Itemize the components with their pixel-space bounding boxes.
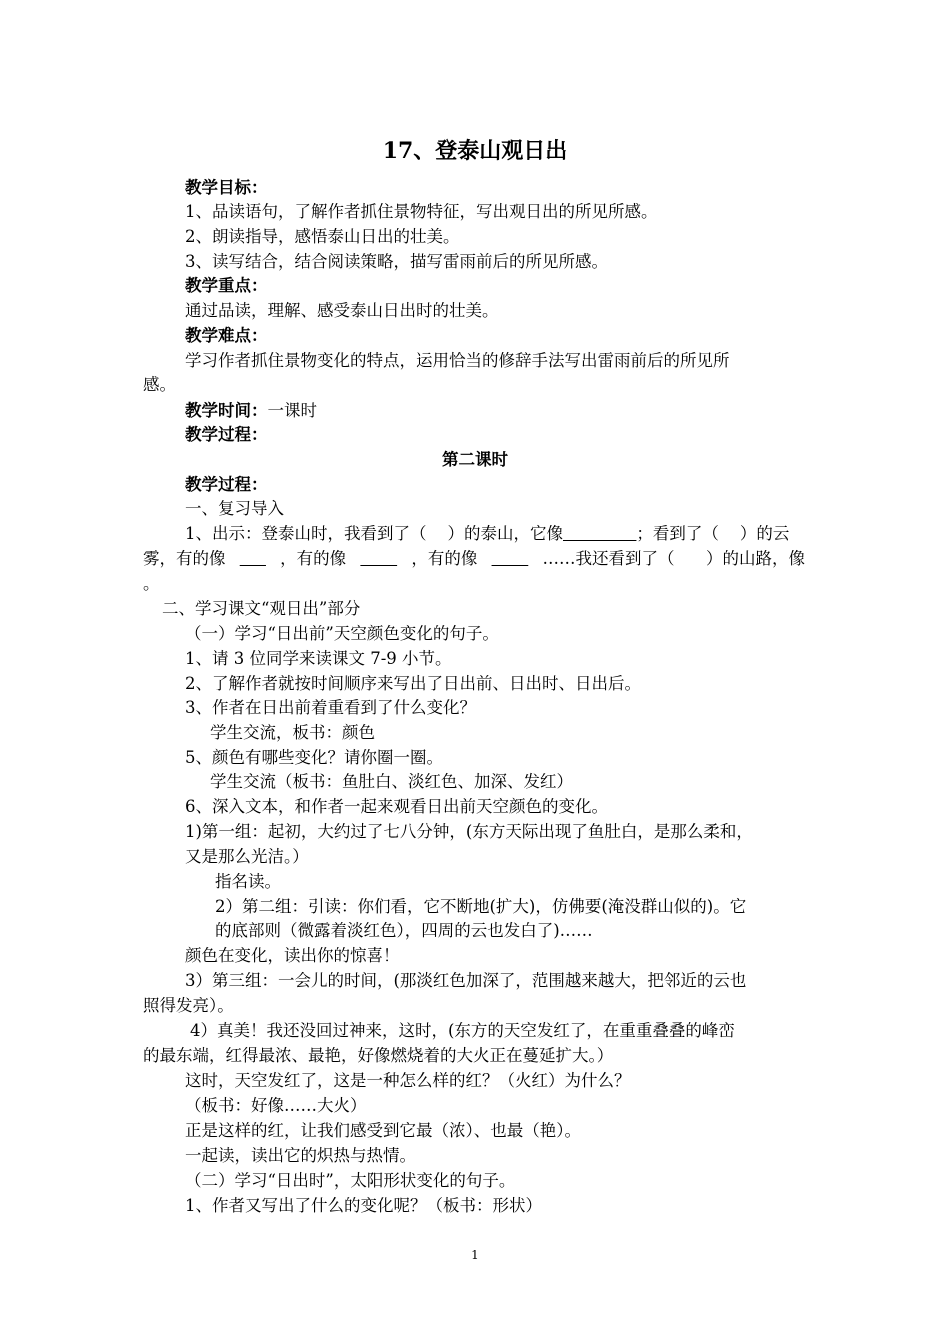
fill-blank	[563, 524, 636, 543]
group-two-note: 颜色在变化，读出你的惊喜！	[185, 946, 400, 965]
time-label: 教学时间：	[185, 401, 268, 420]
group-four-cont: 的最东端，红得最浓、最艳，好像燃烧着的大火正在蔓延扩大。）	[143, 1046, 614, 1065]
fill-blank	[492, 548, 529, 570]
page-title: 17、登泰山观日出	[382, 138, 568, 164]
group-two-cont: 的底部则（微露着淡红色），四周的云也发白了)……	[215, 921, 593, 940]
section-review: 一、复习导入	[185, 499, 284, 518]
group-one: 1)第一组：起初，大约过了七八分钟，(东方天际出现了鱼肚白，是那么柔和，	[185, 822, 753, 841]
process-heading: 教学过程：	[185, 425, 268, 444]
step: 5、颜色有哪些变化？请你圈一圈。	[185, 748, 443, 767]
group-three: 3）第三组：一会儿的时间，(那淡红色加深了，范围越来越大，把邻近的云也	[185, 971, 747, 990]
group-four: 4）真美！我还没回过神来，这时，(东方的天空发红了，在重重叠叠的峰峦	[190, 1021, 735, 1040]
fill-blank	[360, 548, 397, 570]
step: 1、请 3 位同学来读课文 7-9 小节。	[185, 649, 452, 668]
fill-blank	[240, 548, 266, 570]
difficult-heading: 教学难点：	[185, 326, 268, 345]
step: 3、作者在日出前着重看到了什么变化？	[185, 698, 476, 717]
lesson-heading: 第二课时	[442, 450, 508, 469]
red-feeling: 正是这样的红，让我们感受到它最（浓）、也最（艳）。	[185, 1121, 581, 1140]
step: 2、了解作者就按时间顺序来写出了日出前、日出时、日出后。	[185, 674, 641, 693]
difficult-text: 学习作者抓住景物变化的特点，运用恰当的修辞手法写出雷雨前后的所见所	[185, 351, 730, 370]
question-line-end: 。	[143, 574, 160, 593]
group-three-cont: 照得发亮）。	[143, 996, 234, 1015]
section-learn: 二、学习课文“观日出”部分	[162, 599, 361, 618]
group-two: 2）第二组：引读：你们看，它不断地(扩大)，仿佛要(淹没群山似的)。它	[215, 897, 747, 916]
process-heading-2: 教学过程：	[185, 475, 268, 494]
question-line: 雾，有的像 ，有的像 ，有的像 ……我还看到了（ ）的山路，像	[143, 549, 805, 568]
goal-item: 2、朗读指导，感悟泰山日出的壮美。	[185, 227, 460, 246]
teaching-time	[185, 400, 317, 422]
read-together: 一起读，读出它的炽热与热情。	[185, 1146, 416, 1165]
goal-item: 3、读写结合，结合阅读策略，描写雷雨前后的所见所感。	[185, 252, 608, 271]
question-line: 1、出示：登泰山时，我看到了（ ）的泰山，它像 ；看到了（ ）的云	[185, 524, 790, 543]
question-red: 这时，天空发红了，这是一种怎么样的红？（火红）为什么？	[185, 1071, 631, 1090]
page-number: 1	[471, 1248, 479, 1262]
goals-heading: 教学目标：	[185, 178, 268, 197]
group-one-cont: 又是那么光洁。）	[185, 847, 309, 866]
step-note: 学生交流（板书：鱼肚白、淡红色、加深、发红）	[210, 772, 573, 791]
difficult-text-cont: 感。	[143, 375, 176, 394]
step: 6、深入文本，和作者一起来观看日出前天空颜色的变化。	[185, 797, 608, 816]
goal-item: 1、品读语句，了解作者抓住景物特征，写出观日出的所见所感。	[185, 202, 658, 221]
group-one-note: 指名读。	[215, 872, 281, 891]
board-note: （板书：好像……大火）	[185, 1096, 367, 1115]
shape-question: 1、作者又写出了什么的变化呢？（板书：形状）	[185, 1196, 542, 1215]
step-note: 学生交流，板书：颜色	[210, 723, 375, 742]
key-heading: 教学重点：	[185, 276, 268, 295]
time-value: 一课时	[267, 401, 317, 420]
subsection-sunrise: （二）学习“日出时”，太阳形状变化的句子。	[185, 1171, 516, 1190]
key-text: 通过品读，理解、感受泰山日出时的壮美。	[185, 301, 499, 320]
subsection-before-sunrise: （一）学习“日出前”天空颜色变化的句子。	[185, 624, 499, 643]
